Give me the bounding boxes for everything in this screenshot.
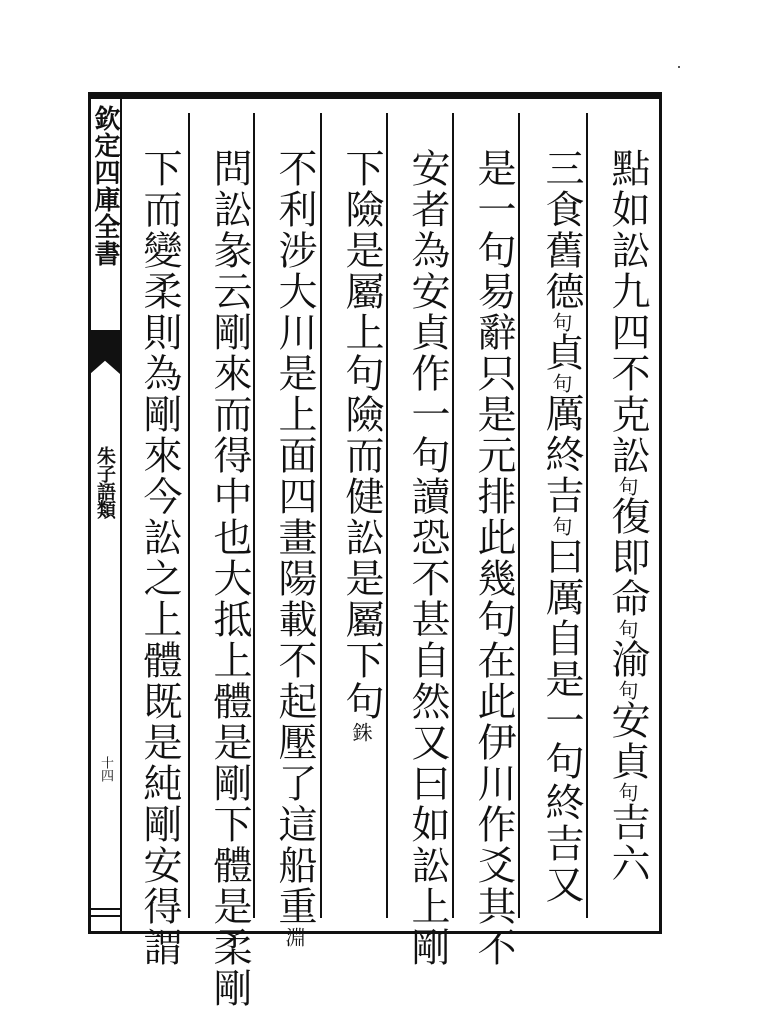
punctuation-note: 句: [549, 373, 573, 393]
column-text: 厲終吉: [539, 393, 584, 516]
column-text: 是一句易辭只是元排此幾句在此伊川作爻其不: [471, 148, 516, 968]
column-rule: [188, 113, 190, 918]
margin-divider: [88, 915, 122, 917]
attribution-note: 銖: [349, 722, 373, 742]
punctuation-note: 句: [549, 312, 573, 332]
punctuation-note: 句: [615, 680, 639, 700]
text-column-3: [464, 148, 522, 968]
text-column-6: [265, 148, 323, 947]
collection-title: 欽定四庫全書: [90, 105, 120, 267]
frame-top-border: [88, 92, 662, 100]
text-column-8: [130, 148, 188, 968]
text-column-7: [200, 148, 258, 1009]
column-text: 安者為安貞作一句讀恐不甚自然又曰如訟上剛: [405, 148, 450, 968]
attribution-note: 淵: [282, 927, 306, 947]
text-column-1: [598, 148, 656, 918]
column-text: 曰厲自是一句終吉又: [539, 536, 584, 905]
column-text: 三食舊德: [539, 148, 584, 312]
column-text: 渝: [605, 639, 650, 680]
text-column-5: [332, 148, 390, 918]
punctuation-note: 句: [615, 782, 639, 802]
column-text: 貞: [539, 332, 584, 373]
text-column-2: [532, 148, 590, 918]
paper-speck: [678, 66, 680, 68]
column-text: 吉六: [605, 802, 650, 884]
text-column-4: [398, 148, 456, 968]
margin-divider: [88, 908, 122, 910]
column-text: 問訟彖云剛來而得中也大抵上體是剛下體是柔剛: [207, 148, 252, 1009]
column-text: 下險是屬上句險而健訟是屬下句: [339, 148, 384, 722]
punctuation-note: 句: [549, 516, 573, 536]
column-text: 下而變柔則為剛來今訟之上體既是純剛安得謂: [137, 148, 182, 968]
punctuation-note: 句: [615, 619, 639, 639]
punctuation-note: 句: [615, 476, 639, 496]
page-number: 十四: [98, 756, 113, 782]
column-text: 復即命: [605, 496, 650, 619]
column-text: 不利涉大川是上面四畫陽載不起壓了這船重: [272, 148, 317, 927]
book-title: 朱子語類: [94, 446, 116, 518]
column-text: 點如訟九四不克訟: [605, 148, 650, 476]
column-text: 安貞: [605, 700, 650, 782]
